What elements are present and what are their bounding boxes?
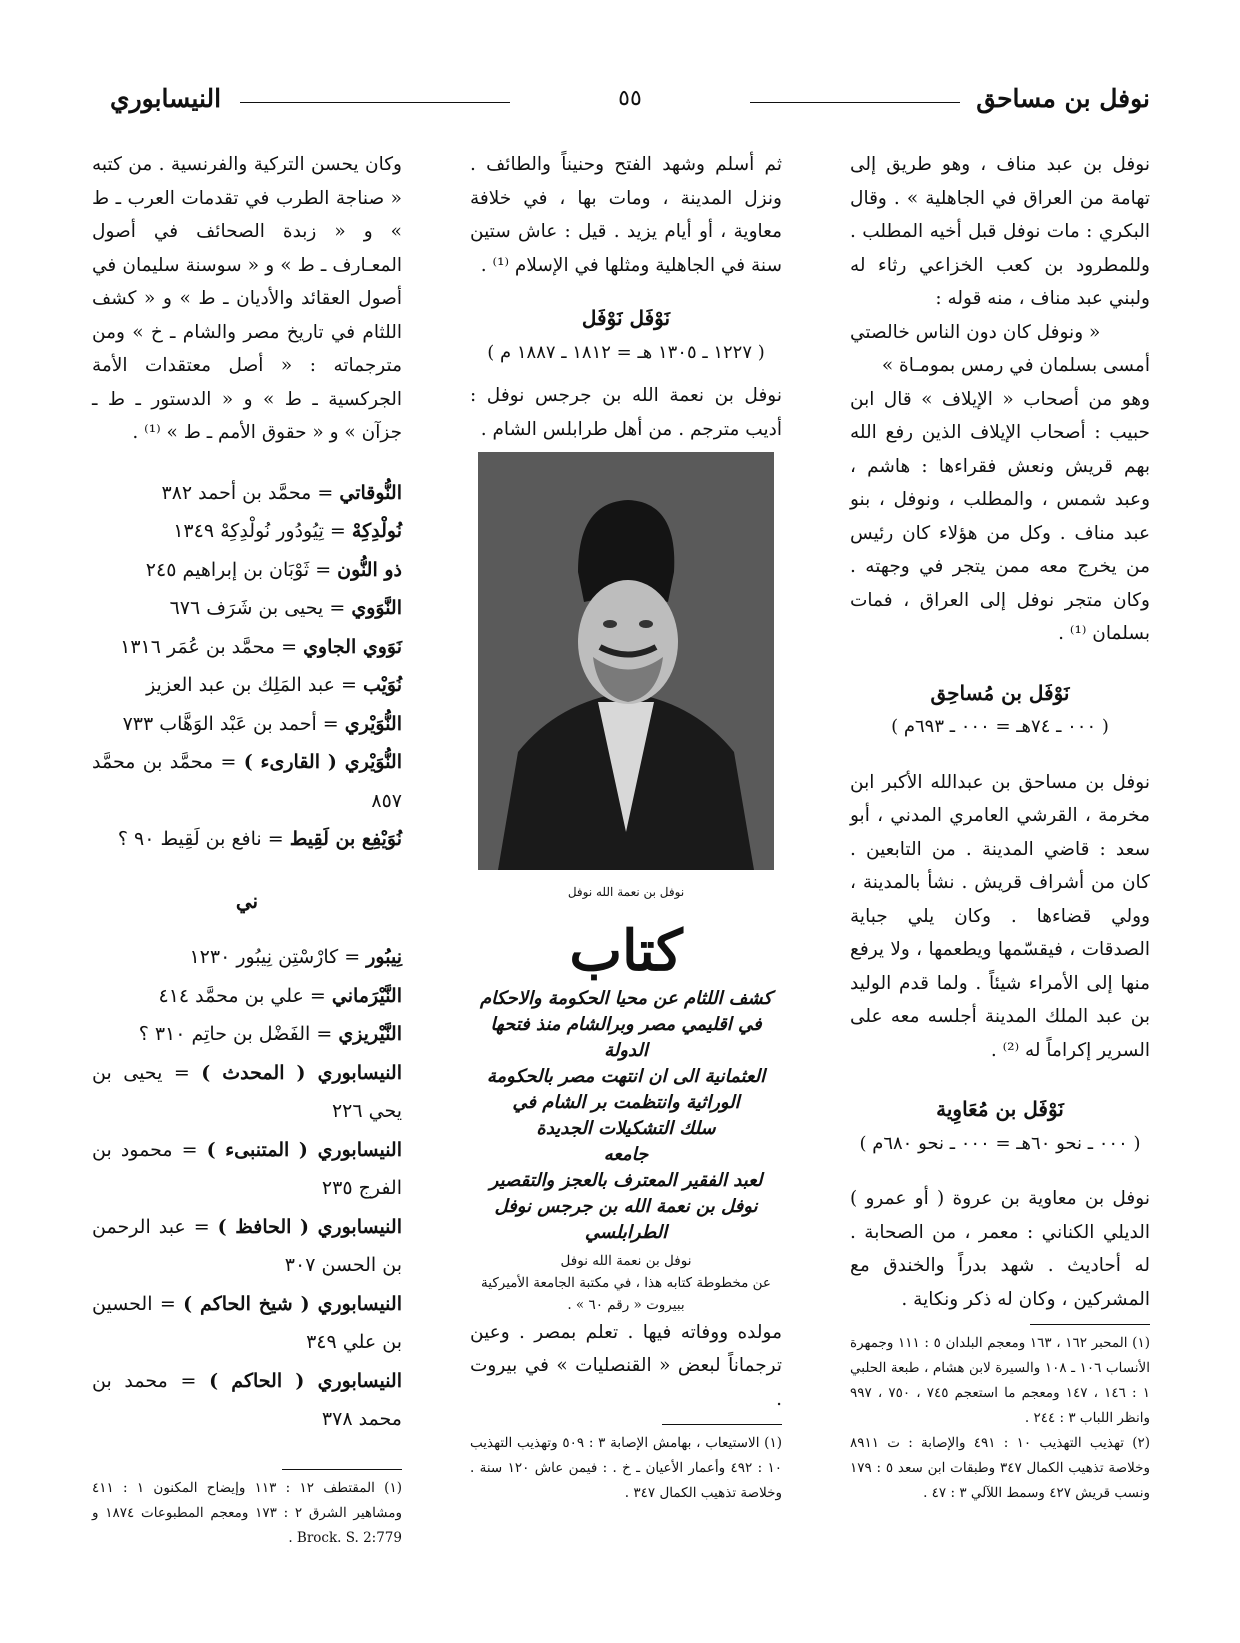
manuscript-line: الوراثية وانتظمت بر الشام في	[512, 1091, 740, 1113]
footnote-rule	[1030, 1324, 1150, 1325]
manuscript-line: جامعه	[603, 1143, 649, 1165]
footnote: (١) المحبر ١٦٢ ، ١٦٣ ومعجم البلدان ٥ : ١١١ وجمهرة الأنساب ١٠٦ ـ ١٠٨ والسيرة لابن هشام ، طبعة الحلبي ١ : ١٤٦ ، ١٤٧ ومعجم ما استعجم ٧٤٥ ، ٧٥٠ ، ٩٩٧ وانظر اللباب ٣ : ٢٤٤ .	[850, 1335, 1150, 1426]
index-entry: النيسابوري ( المحدث ) = يحيى بن يحي ٢٢٦	[92, 1061, 402, 1122]
footnote-rule	[662, 1424, 782, 1425]
manuscript-line: العثمانية الى ان انتهت مصر بالحكومة	[486, 1065, 766, 1087]
paragraph: نوفل بن معاوية بن عروة ( أو عمرو ) الديلي الكناني : معمر ، من الصحابة . له أحاديث . شهد بدراً والخندق مع المشركين ، وكان له ذكر ونكاية .	[850, 1188, 1150, 1310]
index-entry: ذو النُّون = ثَوْبَان بن إبراهيم ٢٤٥	[145, 558, 402, 581]
entry-dates: ( ٠٠٠ ـ ٧٤هـ = ٠٠٠ ـ ٦٩٣م )	[891, 716, 1109, 737]
index-list	[92, 474, 402, 859]
entry-dates: ( ٠٠٠ ـ نحو ٦٠هـ = ٠٠٠ ـ نحو ٦٨٠م )	[859, 1132, 1141, 1154]
footnote-rule	[282, 1469, 402, 1470]
manuscript-caption: عن مخطوطة كتابه هذا ، في مكتبة الجامعة الأميركية ببيروت « رقم ٦٠ » .	[481, 1274, 771, 1313]
column-right	[850, 148, 1150, 1506]
paragraph: نوفل بن نعمة الله بن جرجس نوفل : أديب مترجم . من أهل طرابلس الشام .	[470, 385, 782, 440]
portrait-photo	[478, 452, 774, 870]
manuscript-line: نوفل بن نعمة الله بن جرجس نوفل	[494, 1195, 758, 1217]
footnote: (٢) تهذيب التهذيب ١٠ : ٤٩١ والإصابة : ت ٨٩١١ وخلاصة تذهيب الكمال ٣٤٧ وطبقات ابن سعد ٥ : ١٧٩ ونسب قريش ٤٢٧ وسمط اللآلي ٣ : ٤٧ .	[850, 1435, 1151, 1501]
running-header	[110, 84, 1150, 122]
index-entry: نِيبُور = كارْسْتِن نِيبُور ١٢٣٠	[189, 946, 402, 968]
manuscript-title: كتاب	[569, 917, 683, 984]
entry-heading: نَوْفَل بن مُعَاوِية	[936, 1097, 1064, 1121]
index-entry: نَوَوي الجاوي = محمَّد بن عُمَر ١٣١٦	[120, 635, 402, 658]
footnote: (١) المقتطف ١٢ : ١١٣ وإيضاح المكنون ١ : ٤١١ ومشاهير الشرق ٢ : ١٧٣ ومعجم المطبوعات ١٨٧٤ و Brock. S. 2:779 .	[92, 1479, 402, 1546]
paragraph: ثم أسلم وشهد الفتح وحنيناً والطائف . ونزل المدينة ، ومات بها ، في خلافة معاوية ، أو أيام يزيد . قيل : عاش ستين سنة في الجاهلية ومثلها في الإسلام ⁽¹⁾ .	[470, 154, 782, 276]
verse-line: أمسى بسلمان في رمس بمومـاة »	[881, 355, 1150, 376]
manuscript-line: في اقليمي مصر وبرالشام منذ فتحها الدولة	[490, 1013, 762, 1061]
index-entry: النُّوَيْري = أحمد بن عَبْد الوَهَّاب ٧٣٣	[122, 712, 402, 735]
index-entry: نُوَيْفِع بن لَقِيط = نافع بن لَقِيط ٩٠ ؟	[117, 828, 402, 850]
portrait-caption: نوفل بن نعمة الله نوفل	[567, 885, 685, 899]
portrait-drawing	[478, 452, 774, 870]
running-title-left: النيسابوري	[110, 84, 222, 113]
entry-heading: نَوْفَل بن مُساحِق	[930, 680, 1070, 705]
paragraph: وهو من أصحاب « الإيلاف » قال ابن حبيب : أصحاب الإيلاف الذين رفع الله بهم قريش ونعش فقراءها : هاشم ، وعبد شمس ، والمطلب ، ونوفل ، بنو عبد مناف . وكل من هؤلاء كان رئيس من يخرج معه ممن يتجر في وجهته . وكان متجر نوفل إلى العراق ، فمات بسلمان ⁽¹⁾ .	[850, 388, 1150, 644]
section-letter: ني	[235, 888, 259, 913]
entry-dates: ( ١٢٢٧ ـ ١٣٠٥ هـ = ١٨١٢ ـ ١٨٨٧ م )	[487, 341, 765, 363]
footnote: (١) الاستيعاب ، بهامش الإصابة ٣ : ٥٠٩ وتهذيب التهذيب ١٠ : ٤٩٢ وأعمار الأعيان ـ خ . : فيمن عاش ١٢٠ سنة . وخلاصة تذهيب الكمال ٣٤٧ .	[470, 1435, 782, 1501]
index-entry: النيسابوري ( المتنبىء ) = محمود بن الفرج ٢٣٥	[92, 1138, 402, 1199]
paragraph: مولده ووفاته فيها . تعلم بمصر . وعين ترجماناً لبعض « القنصليات » في بيروت .	[470, 1321, 782, 1410]
paragraph: نوفل بن عبد مناف ، وهو طريق إلى تهامة من العراق في الجاهلية » . وقال البكري : مات نوفل قبل أخيه المطلب . وللمطرود بن كعب الخزاعي رثاء له ولبني عبد مناف ، منه قوله :	[850, 154, 1150, 309]
manuscript-line: سلك التشكيلات الجديدة	[536, 1117, 716, 1139]
index-entry: النُّوقاتي = محمَّد بن أحمد ٣٨٢	[161, 481, 402, 504]
index-entry: النيسابوري ( الحاكم ) = محمد بن محمد ٣٧٨	[92, 1369, 403, 1430]
manuscript-image	[470, 916, 782, 1246]
index-entry: النَّوَوي = يحيى بن شَرَف ٦٧٦	[169, 597, 402, 619]
manuscript-signature: نوفل بن نعمة الله نوفل	[560, 1252, 692, 1269]
index-entry: النيسابوري ( الحافظ ) = عبد الرحمن بن الحسن ٣٠٧	[92, 1215, 402, 1276]
paragraph: وكان يحسن التركية والفرنسية . من كتبه « صناجة الطرب في تقدمات العرب ـ ط » و « زبدة الصحائف في أصول المعـارف ـ ط » و « سوسنة سليمان في أصول العقائد والأديان ـ ط » و « كشف اللثام في تاريخ مصر والشام ـ خ » ومن مترجماته : « أصل معتقدات الأمة الجركسية ـ ط » و « الدستور ـ ط ـ جزآن » و « حقوق الأمم ـ ط » ⁽¹⁾ .	[92, 154, 402, 443]
manuscript-line: الطرابلسي	[584, 1221, 668, 1243]
manuscript-line: لعبد الفقير المعترف بالعجز والتقصير	[489, 1169, 763, 1191]
index-entry: النَّيْريزي = الفَضْل بن حاتِم ٣١٠ ؟	[138, 1023, 402, 1045]
page-number: ٥٥	[618, 86, 642, 111]
column-left	[92, 148, 402, 1551]
paragraph: نوفل بن مساحق بن عبدالله الأكبر ابن مخرمة ، القرشي العامري المدني ، أبو سعد : قاضي المدينة . من التابعين . كان من أشراف قريش . نشأ بالمدينة ، وولي قضاءها . وكان يلي جباية الصدقات ، فيقسّمها ويطعمها ، ولا يرفع منها إلى الأمراء شيئاً . ولما قدم الوليد بن عبد الملك المدينة أجلسه معه على السرير إكراماً له ⁽²⁾ .	[850, 771, 1150, 1061]
verse-line: « ونوفل كان دون الناس خالصتي	[850, 321, 1101, 343]
header-rule-left	[240, 102, 510, 103]
manuscript-line: كشف اللثام عن محيا الحكومة والاحكام	[479, 987, 772, 1009]
index-entry: نُولْدِكِهْ = تِيُودُور نُولْدِكِهْ ١٣٤٩	[173, 520, 402, 542]
index-entry: النَّيْرَماني = علي بن محمَّد ٤١٤	[158, 984, 402, 1007]
index-entry: النُّوَيْري ( القارىء ) = محمَّد بن محمَّد ٨٥٧	[92, 751, 402, 812]
index-entry: النيسابوري ( شيخ الحاكم ) = الحسين بن علي ٣٤٩	[92, 1292, 402, 1353]
running-title-right: نوفل بن مساحق	[976, 84, 1150, 113]
entry-heading: نَوْفَل نَوْفَل	[581, 306, 671, 330]
index-entry: نُوَيْب = عبد المَلِك بن عبد العزيز	[146, 674, 402, 696]
column-middle	[470, 148, 782, 1506]
index-list	[92, 938, 402, 1439]
